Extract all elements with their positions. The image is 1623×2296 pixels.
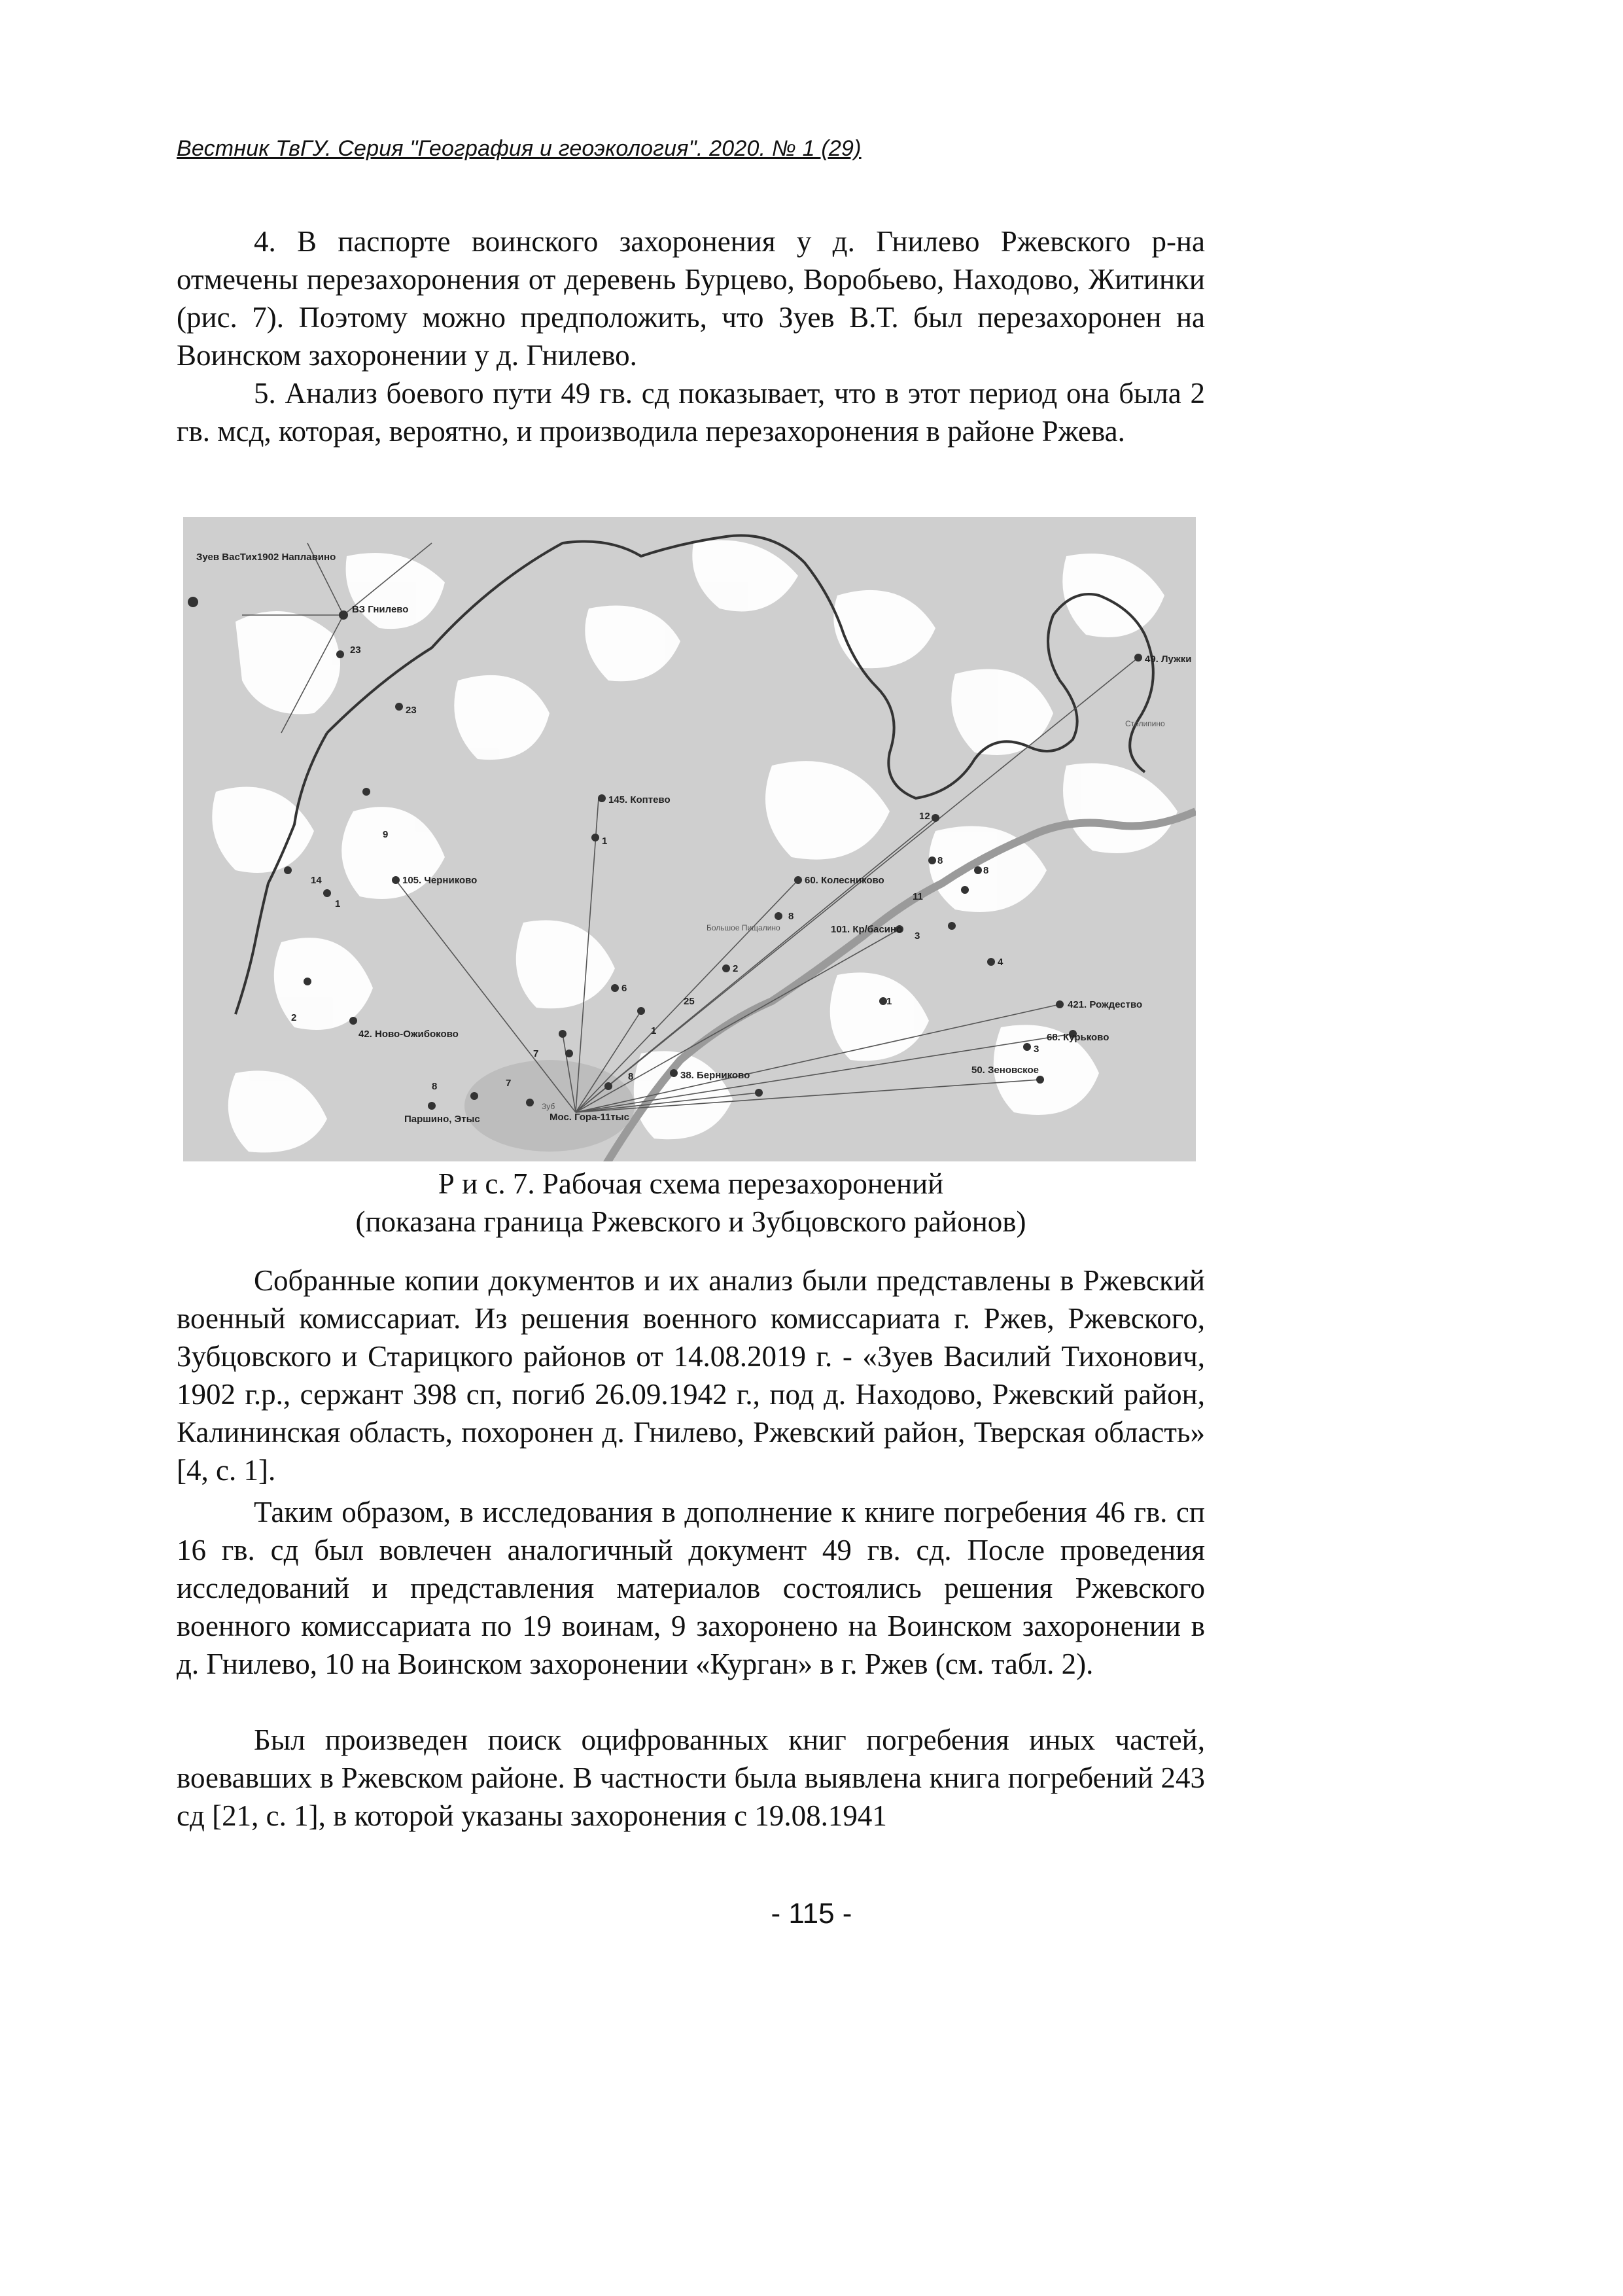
svg-text:68. Курьково: 68. Курьково (1047, 1032, 1109, 1043)
paragraph-search: Был произведен поиск оцифрованных книг погребения иных частей, воевавших в Ржевском районе. В частности была выявлена книга погребений 243 сд [21, с. 1], в которой указаны захоронения с 19.08.1941 (177, 1723, 1205, 1832)
svg-text:12: 12 (919, 811, 930, 822)
paragraph-5: 5. Анализ боевого пути 49 гв. сд показывает, что в этот период она была 2 гв. мсд, которая, вероятно, и производила перезахоронения в районе Ржева. (177, 377, 1205, 448)
svg-text:42. Ново-Ожибоково: 42. Ново-Ожибоково (358, 1029, 459, 1040)
svg-text:50. Зеновское: 50. Зеновское (971, 1065, 1039, 1076)
svg-text:9: 9 (383, 829, 389, 840)
svg-text:7: 7 (506, 1078, 512, 1089)
svg-text:8: 8 (788, 911, 794, 922)
svg-text:Мос. Гора-11тыс: Мос. Гора-11тыс (550, 1112, 629, 1123)
svg-text:1: 1 (335, 898, 341, 910)
svg-text:3: 3 (1034, 1044, 1039, 1055)
svg-text:421. Рождество: 421. Рождество (1068, 999, 1143, 1010)
paragraph-conclusion: Таким образом, в исследования в дополнение к книге погребения 46 гв. сп 16 гв. сд был вовлечен аналогичный документ 49 гв. сд. После проведения исследований и представления материалов состоялись решения Ржевского военного комиссариата по 19 воинам, 9 захоронено на Воинском захоронении в д. Гнилево, 10 на Воинском захоронении «Курган» в г. Ржев (см. табл. 2). (177, 1496, 1205, 1680)
svg-text:8: 8 (983, 865, 989, 876)
svg-text:Зуев ВасТих1902 Наплавино: Зуев ВасТих1902 Наплавино (196, 552, 336, 563)
svg-text:101. Кр/басино: 101. Кр/басино (831, 924, 903, 935)
svg-text:Паршино, Этыс: Паршино, Этыс (404, 1114, 480, 1125)
svg-text:105. Черниково: 105. Черниково (402, 875, 478, 886)
svg-text:1: 1 (651, 1025, 657, 1036)
figure-caption-subtitle: (показана граница Ржевского и Зубцовского районов) (355, 1205, 1026, 1238)
figure-caption-title: Р и с. 7. Рабочая схема перезахоронений (438, 1167, 944, 1200)
svg-text:145. Коптево: 145. Коптево (608, 794, 671, 805)
svg-text:60. Колесниково: 60. Колесниково (805, 875, 884, 886)
svg-text:49. Лужки: 49. Лужки (1145, 654, 1192, 665)
svg-text:4: 4 (998, 957, 1003, 968)
svg-text:11: 11 (913, 891, 923, 902)
svg-text:8: 8 (628, 1071, 634, 1082)
svg-text:1: 1 (886, 996, 892, 1007)
svg-text:7: 7 (533, 1048, 539, 1059)
journal-header: Вестник ТвГУ. Серия "География и геоэкология". 2020. № 1 (29) (177, 136, 862, 161)
paragraph-commissariat: Собранные копии документов и их анализ были представлены в Ржевский военный комиссариат. Из решения военного комиссариата г. Ржев, Ржевского, Зубцовского и Старицкого районов от 14.08.2019 г. - «Зуев Василий Тихонович, 1902 г.р., сержант 398 сп, погиб 26.09.1942 г., под д. Находово, Ржевский район, Калининская область, похоронен д. Гнилево, Ржевский район, Тверская область» [4, с. 1]. (177, 1264, 1205, 1487)
svg-text:8: 8 (432, 1081, 438, 1092)
svg-text:3: 3 (915, 930, 920, 942)
paragraph-4: 4. В паспорте воинского захоронения у д. Гнилево Ржевского р-на отмечены перезахоронения от деревень Бурцево, Воробьево, Находово, Житинки (рис. 7). Поэтому можно предположить, что Зуев В.Т. был перезахоронен на Воинском захоронении у д. Гнилево. (177, 225, 1205, 372)
svg-text:ВЗ Гнилево: ВЗ Гнилево (352, 604, 409, 615)
svg-text:38. Берниково: 38. Берниково (680, 1070, 750, 1081)
svg-text:Зуб: Зуб (542, 1102, 555, 1111)
svg-text:2: 2 (733, 963, 739, 974)
svg-text:23: 23 (406, 705, 417, 716)
svg-text:1: 1 (602, 836, 608, 847)
svg-text:Столипино: Столипино (1125, 719, 1165, 728)
svg-text:23: 23 (350, 645, 361, 656)
svg-text:14: 14 (311, 875, 322, 886)
svg-text:2: 2 (291, 1012, 297, 1023)
svg-text:8: 8 (937, 855, 943, 866)
svg-text:6: 6 (621, 983, 627, 994)
svg-text:25: 25 (684, 996, 695, 1007)
page-number: - 115 - (771, 1898, 852, 1930)
svg-text:Большое Пищалино: Большое Пищалино (707, 923, 780, 932)
burial-scheme-map (183, 517, 1196, 1161)
